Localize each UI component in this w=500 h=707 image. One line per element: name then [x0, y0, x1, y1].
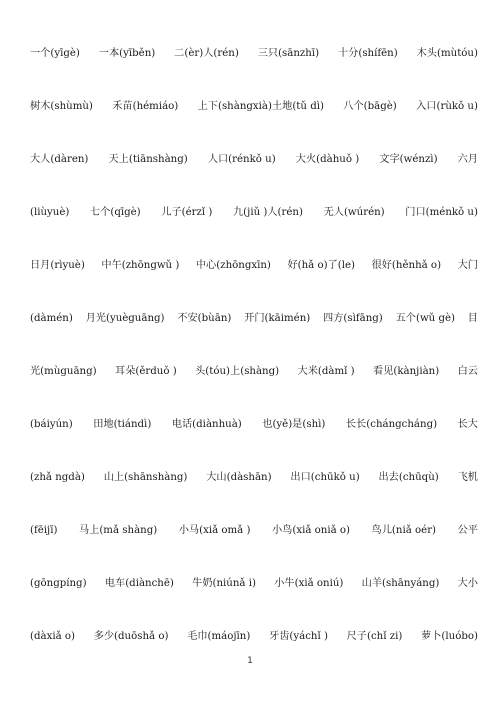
- vocab-term: (liùyuè): [30, 207, 70, 218]
- vocab-term: 电车(diànchē): [104, 578, 174, 589]
- vocab-term: 鸟儿(niǎ oér): [371, 525, 437, 536]
- vocab-line-10: [30, 524, 478, 538]
- vocab-term: 大火(dàhuǒ ): [295, 154, 360, 165]
- vocab-term: 入口(rùkǒ u): [416, 101, 478, 112]
- vocab-line-8: [30, 418, 478, 432]
- vocab-term: 山上(shānshàng): [103, 472, 188, 483]
- vocab-term: 飞机: [457, 472, 478, 483]
- vocab-term: 天上(tiānshàng): [108, 154, 188, 165]
- vocab-term: 人口(rénkǒ u): [207, 154, 276, 165]
- vocab-term: 头(tóu)上(shàng): [195, 366, 280, 377]
- vocab-term: 电话(diànhuà): [171, 419, 242, 430]
- vocab-term: 耳朵(ěrduǒ ): [115, 366, 177, 377]
- vocab-term: 儿子(érzǐ ): [161, 207, 213, 218]
- vocab-term: 好(hǎ o)了(le): [287, 260, 356, 271]
- vocab-term: (gōngpíng): [30, 578, 87, 589]
- vocab-term: 日月(rìyuè): [30, 260, 85, 271]
- vocab-term: 二(èr)人(rén): [174, 48, 239, 59]
- vocab-line-5: [30, 259, 478, 273]
- vocab-term: 上下(shàngxià)土地(tǔ dì): [197, 101, 324, 112]
- vocab-term: 多少(duōshǎ o): [93, 631, 169, 642]
- vocab-term: (dàxiǎ o): [30, 631, 75, 642]
- vocab-term: 小马(xiǎ omǎ ): [178, 525, 251, 536]
- vocab-term: 也(yě)是(shì): [262, 419, 326, 430]
- vocab-term: 长大: [457, 419, 478, 430]
- vocab-term: 无人(wúrén): [323, 207, 385, 218]
- vocab-line-6: [30, 312, 478, 326]
- vocab-line-4: [30, 206, 478, 220]
- vocab-term: 很好(hěnhǎ o): [371, 260, 442, 271]
- vocab-term: 六月: [457, 154, 478, 165]
- vocab-term: 一本(yīběn): [98, 48, 156, 59]
- vocab-line-11: [30, 577, 478, 591]
- vocab-line-12: [30, 630, 478, 644]
- vocab-term: 八个(bāgè): [343, 101, 397, 112]
- vocab-term: 出去(chūqù): [378, 472, 439, 483]
- vocab-term: 小鸟(xiǎ oniǎ o): [271, 525, 351, 536]
- vocab-term: 目: [467, 313, 478, 324]
- vocab-term: 大小: [457, 578, 478, 589]
- vocab-line-3: [30, 153, 478, 167]
- vocab-term: 出口(chūkǒ u): [290, 472, 360, 483]
- page-number: 1: [247, 656, 253, 666]
- vocab-term: 小牛(xiǎ oniú): [274, 578, 344, 589]
- vocab-term: 萝卜(luóbo): [421, 631, 478, 642]
- vocab-term: 长长(chángcháng): [345, 419, 438, 430]
- vocab-term: 中午(zhōngwǔ ): [101, 260, 180, 271]
- vocab-term: 光(mùguāng): [30, 366, 97, 377]
- vocab-term: 三只(sānzhī): [257, 48, 320, 59]
- vocab-term: 牙齿(yáchǐ ): [269, 631, 328, 642]
- vocab-term: 白云: [457, 366, 478, 377]
- vocab-term: 山羊(shānyáng): [361, 578, 440, 589]
- vocab-term: 九(jiǔ )人(rén): [233, 207, 303, 218]
- vocab-term: 毛巾(máojīn): [187, 631, 251, 642]
- vocab-term: 不安(bùān): [177, 313, 232, 324]
- vocab-term: 马上(mǎ shàng): [78, 525, 158, 536]
- vocab-term: (báiyún): [30, 419, 73, 430]
- vocab-term: (fēijī): [30, 525, 58, 536]
- vocab-term: 尺子(chǐ zi): [346, 631, 403, 642]
- vocab-term: 大人(dàren): [30, 154, 89, 165]
- vocab-term: 中心(zhōngxīn): [195, 260, 271, 271]
- vocab-term: 一个(yīgè): [30, 48, 80, 59]
- vocab-term: 公平: [457, 525, 478, 536]
- vocab-term: (dàmén): [30, 313, 73, 324]
- vocab-term: 门口(ménkǒ u): [405, 207, 478, 218]
- vocab-term: 树木(shùmù): [30, 101, 93, 112]
- vocab-term: 大山(dàshān): [206, 472, 272, 483]
- vocab-term: 木头(mùtóu): [416, 48, 478, 59]
- vocab-term: 四方(sìfāng): [323, 313, 383, 324]
- vocab-line-7: [30, 365, 478, 379]
- vocab-term: 大门: [457, 260, 478, 271]
- vocab-term: 五个(wǔ gè): [395, 313, 455, 324]
- vocab-term: 开门(kāimén): [244, 313, 311, 324]
- vocab-term: 牛奶(niúnǎ i): [192, 578, 256, 589]
- vocab-term: 田地(tiándì): [93, 419, 152, 430]
- vocab-term: 禾苗(hémiáo): [112, 101, 179, 112]
- vocab-line-2: [30, 100, 478, 114]
- vocab-term: 大米(dàmǐ ): [297, 366, 355, 377]
- vocab-term: 文字(wénzì): [379, 154, 438, 165]
- vocab-line-9: [30, 471, 478, 485]
- vocab-term: 看见(kànjiàn): [373, 366, 440, 377]
- vocab-term: 月光(yuèguāng): [85, 313, 165, 324]
- vocab-term: 十分(shífēn): [337, 48, 398, 59]
- vocab-term: (zhǎ ngdà): [30, 472, 85, 483]
- vocab-line-1: [30, 47, 478, 61]
- vocab-term: 七个(qīgè): [90, 207, 141, 218]
